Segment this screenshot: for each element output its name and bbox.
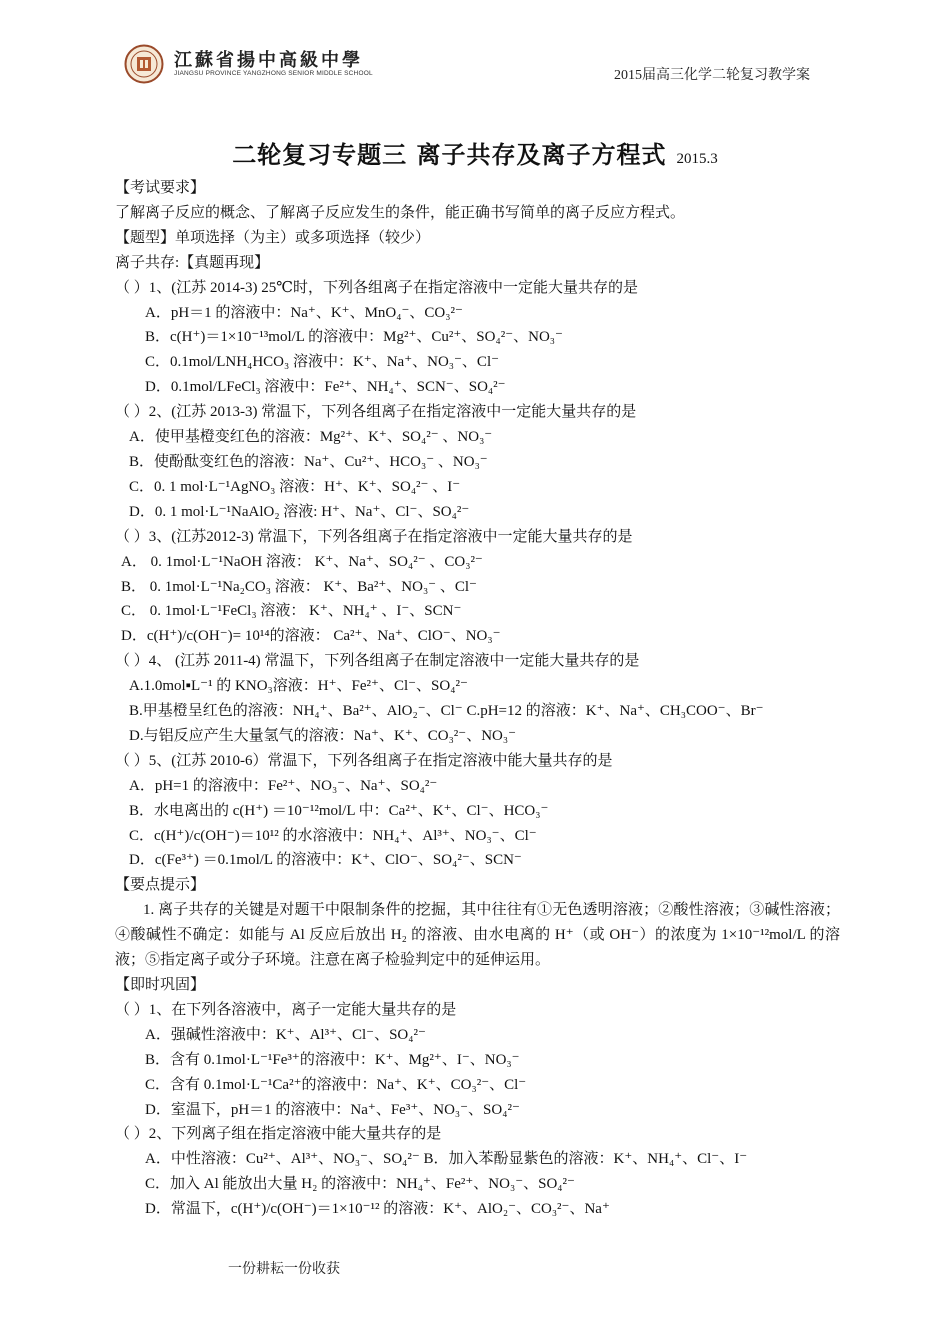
answer-option: D．c(Fe³⁺) ＝0.1mol/L 的溶液中：K⁺、ClO⁻、SO₄²⁻、SCN⁻ — [129, 852, 522, 869]
answer-option: B．c(H⁺)＝1×10⁻¹³mol/L 的溶液中：Mg²⁺、Cu²⁺、SO₄²⁻、NO₃⁻ — [145, 329, 563, 346]
answer-option: B．使酚酞变红色的溶液：Na⁺、Cu²⁺、HCO₃⁻ 、NO₃⁻ — [129, 453, 488, 470]
question-stem: （ ）1、在下列各溶液中，离子一定能大量共存的是 — [115, 1001, 457, 1018]
document-body — [115, 176, 840, 1222]
answer-option: C．c(H⁺)/c(OH⁻)＝10¹² 的水溶液中：NH₄⁺、Al³⁺、NO₃⁻、Cl⁻ — [129, 827, 537, 844]
section-heading: 【考试要求】 — [115, 180, 206, 196]
answer-option: A． 0. 1mol·L⁻¹NaOH 溶液： K⁺、Na⁺、SO₄²⁻ 、CO₃²⁻ — [121, 553, 483, 570]
question-stem: （ ）5、(江苏 2010-6）常温下，下列各组离子在指定溶液中能大量共存的是 — [115, 752, 613, 769]
answer-option: C．含有 0.1mol·L⁻¹Ca²⁺的溶液中：Na⁺、K⁺、CO₃²⁻、Cl⁻ — [145, 1076, 527, 1093]
page-title — [0, 135, 950, 170]
page-footer: 一份耕耘一份收获 — [228, 1262, 340, 1277]
question-stem: （ ）2、(江苏 2013-3) 常温下，下列各组离子在指定溶液中一定能大量共存的是 — [115, 404, 637, 421]
answer-option: C．加入 Al 能放出大量 H₂ 的溶液中：NH₄⁺、Fe²⁺、NO₃⁻、SO₄²⁻ — [145, 1176, 575, 1193]
key-points-paragraph: 1. 离子共存的关键是对题干中限制条件的挖掘，其中往往有①无色透明溶液；②酸性溶液；③碱性溶液；④酸碱性不确定：如能与 Al 反应后放出 H₂ 的溶液、由水电离的 H⁺（或 OH⁻）的浓度为 1×10⁻¹²mol/L 的溶液；⑤指定离子或分子环境。注意在离子检验判定中的延伸运用。 — [115, 902, 840, 969]
answer-option: A．中性溶液：Cu²⁺、Al³⁺、NO₃⁻、SO₄²⁻ B．加入苯酚显紫色的溶液：K⁺、NH₄⁺、Cl⁻、I⁻ — [145, 1151, 748, 1168]
answer-option: D．c(H⁺)/c(OH⁻)= 10¹⁴的溶液： Ca²⁺、Na⁺、ClO⁻、NO₃⁻ — [121, 628, 501, 645]
question-stem: （ ）3、(江苏2012-3) 常温下，下列各组离子在指定溶液中一定能大量共存的是 — [115, 528, 633, 545]
school-name-cn: 江蘇省揚中高級中學 — [174, 50, 363, 71]
document-label: 2015届高三化学二轮复习教学案 — [614, 68, 810, 83]
section-heading: 【即时巩固】 — [115, 977, 206, 993]
question-stem: （ ）2、下列离子组在指定溶液中能大量共存的是 — [115, 1126, 442, 1143]
section-heading: 【要点提示】 — [115, 877, 206, 894]
answer-option: A.1.0mol▪L⁻¹ 的 KNO₃溶液：H⁺、Fe²⁺、Cl⁻、SO₄²⁻ — [129, 678, 468, 695]
answer-option: B．水电离出的 c(H⁺) ＝10⁻¹²mol/L 中：Ca²⁺、K⁺、Cl⁻、HCO₃⁻ — [129, 802, 549, 819]
school-logo-icon — [124, 44, 164, 84]
section-heading: 离子共存:【真题再现】 — [115, 254, 270, 271]
answer-option: A．pH＝1 的溶液中：Na⁺、K⁺、MnO₄⁻、CO₃²⁻ — [145, 304, 463, 321]
answer-option: D.与铝反应产生大量氢气的溶液：Na⁺、K⁺、CO₃²⁻、NO₃⁻ — [129, 727, 517, 744]
answer-option: A．pH=1 的溶液中：Fe²⁺、NO₃⁻、Na⁺、SO₄²⁻ — [129, 777, 438, 794]
requirement-text: 了解离子反应的概念、了解离子反应发生的条件，能正确书写简单的离子反应方程式。 — [115, 204, 686, 221]
section-heading: 【题型】单项选择（为主）或多项选择（较少） — [115, 229, 431, 246]
question-stem: （ ）4、 (江苏 2011-4) 常温下，下列各组离子在制定溶液中一定能大量共存的是 — [115, 653, 640, 670]
answer-option: A．强碱性溶液中：K⁺、Al³⁺、Cl⁻、SO₄²⁻ — [145, 1026, 426, 1043]
title-date: 2015.3 — [676, 151, 718, 167]
answer-option: B.甲基橙呈红色的溶液：NH₄⁺、Ba²⁺、AlO₂⁻、Cl⁻ C.pH=12 的溶液：K⁺、Na⁺、CH₃COO⁻、Br⁻ — [129, 703, 764, 720]
answer-option: C． 0. 1mol·L⁻¹FeCl₃ 溶液： K⁺、NH₄⁺ 、I⁻、SCN⁻ — [121, 603, 462, 620]
answer-option: D．0.1mol/LFeCl₃ 溶液中：Fe²⁺、NH₄⁺、SCN⁻、SO₄²⁻ — [145, 379, 506, 396]
answer-option: C．0.1mol/LNH₄HCO₃ 溶液中：K⁺、Na⁺、NO₃⁻、Cl⁻ — [145, 354, 500, 371]
answer-option: B．含有 0.1mol·L⁻¹Fe³⁺的溶液中：K⁺、Mg²⁺、I⁻、NO₃⁻ — [145, 1051, 520, 1068]
title-main: 二轮复习专题三 离子共存及离子方程式 — [232, 141, 667, 169]
answer-option: A．使甲基橙变红色的溶液：Mg²⁺、K⁺、SO₄²⁻ 、NO₃⁻ — [129, 429, 493, 446]
school-name-en: JIANGSU PROVINCE YANGZHONG SENIOR MIDDLE SCHOOL — [174, 70, 373, 77]
question-stem: （ ）1、(江苏 2014-3) 25℃时，下列各组离子在指定溶液中一定能大量共存的是 — [115, 279, 639, 296]
answer-option: D．常温下，c(H⁺)/c(OH⁻)＝1×10⁻¹² 的溶液：K⁺、AlO₂⁻、CO₃²⁻、Na⁺ — [145, 1201, 610, 1218]
answer-option: D．0. 1 mol·L⁻¹NaAlO₂ 溶液: H⁺、Na⁺、Cl⁻、SO₄²⁻ — [129, 503, 470, 520]
page-header — [120, 40, 840, 100]
answer-option: C．0. 1 mol·L⁻¹AgNO₃ 溶液：H⁺、K⁺、SO₄²⁻ 、I⁻ — [129, 478, 461, 495]
answer-option: D．室温下，pH＝1 的溶液中：Na⁺、Fe³⁺、NO₃⁻、SO₄²⁻ — [145, 1101, 520, 1118]
answer-option: B． 0. 1mol·L⁻¹Na₂CO₃ 溶液： K⁺、Ba²⁺、NO₃⁻ 、Cl⁻ — [121, 578, 477, 595]
